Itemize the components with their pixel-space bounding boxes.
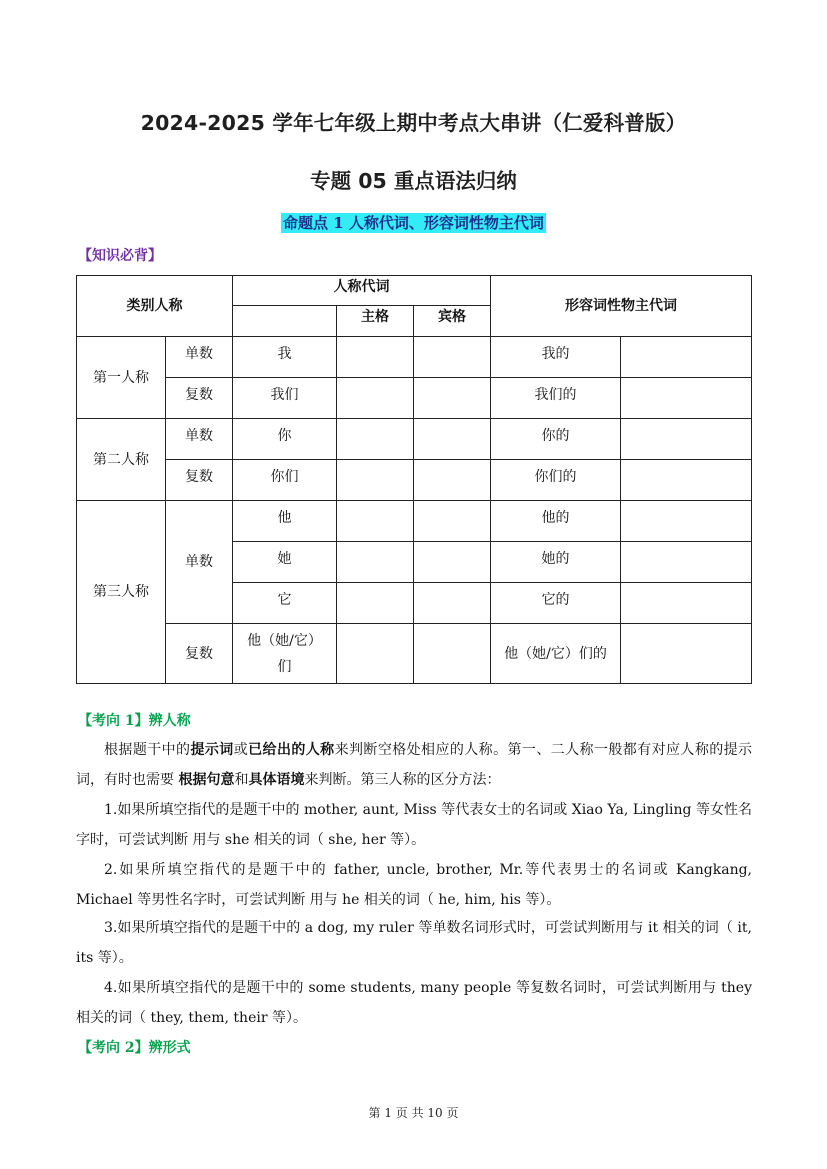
blank-cell — [414, 501, 491, 542]
pronoun-wo: 我 — [233, 337, 337, 378]
text-run: 和 — [234, 771, 249, 788]
text-run: 来判断空格处相应的人称。第一、二人称一般都有对应人称的提示词，有时也需要 — [76, 742, 753, 788]
bold-text: 根据句意 — [178, 771, 235, 788]
blank-cell — [621, 378, 752, 419]
bold-text: 已给出的人称 — [248, 742, 335, 758]
blank-cell — [621, 460, 752, 501]
text-run: 来判断。第三人称的区分方法： — [304, 771, 501, 788]
blank-cell — [621, 542, 752, 583]
pronoun-tamen-line1: 他（她/它） — [247, 632, 322, 649]
rule-4: 4.如果所填空指代的是题干中的 some students, many people 等复数名词时，可尝试判断用与 they 相关的词（ they, them, their 等）。 — [76, 980, 752, 1026]
blank-cell — [414, 337, 491, 378]
blank-cell — [414, 583, 491, 624]
blank-cell — [337, 583, 414, 624]
document-subtitle: 专题 05 重点语法归纳 — [310, 169, 517, 193]
header-empty — [233, 306, 337, 337]
pronoun-nimen: 你们 — [233, 460, 337, 501]
kaoxiang2-label: 【考向 2】辨形式 — [78, 1040, 191, 1056]
blank-cell — [337, 378, 414, 419]
blank-cell — [621, 624, 752, 684]
bold-text: 提示词 — [190, 742, 234, 758]
page-footer: 第 1 页 共 10 页 — [368, 1106, 459, 1120]
pronoun-ta-he: 他 — [233, 501, 337, 542]
rule-3: 3.如果所填空指代的是题干中的 a dog, my ruler 等单数名词形式时，可尝试判断用与 it 相关的词（ it, its 等）。 — [76, 920, 752, 966]
blank-cell — [621, 583, 752, 624]
blank-cell — [414, 542, 491, 583]
number-plural: 复数 — [166, 378, 233, 419]
row-first-person: 第一人称 — [77, 337, 166, 419]
bold-text: 具体语境 — [248, 771, 305, 788]
number-plural: 复数 — [166, 460, 233, 501]
rule-1: 1.如果所填空指代的是题干中的 mother, aunt, Miss 等代表女士的名词或 Xiao Ya, Lingling 等女性名字时，可尝试判断 用与 she 相关的词（ she, her 等）。 — [76, 802, 752, 848]
header-category: 类别人称 — [77, 276, 233, 337]
kaoxiang1-intro — [76, 736, 752, 795]
knowledge-label: 【知识必背】 — [78, 248, 162, 264]
text-run: 或 — [233, 742, 249, 758]
possessive-womende: 我们的 — [491, 378, 621, 419]
header-object: 宾格 — [414, 306, 491, 337]
header-subject: 主格 — [337, 306, 414, 337]
pronoun-tamen-line2: 们 — [277, 658, 292, 675]
blank-cell — [337, 624, 414, 684]
blank-cell — [414, 378, 491, 419]
possessive-tade-she: 她的 — [491, 542, 621, 583]
possessive-tamende: 他（她/它）们的 — [491, 624, 621, 684]
topic-heading — [0, 212, 827, 233]
rule-2: 2.如果所填空指代的是题干中的 father, uncle, brother, Mr.等代表男士的名词或 Kangkang, Michael 等男性名字时，可尝试判断 用与 he 相关的词（ he, him, his 等）。 — [76, 862, 752, 908]
number-singular: 单数 — [166, 501, 233, 624]
pronoun-ta-she: 她 — [233, 542, 337, 583]
pronoun-tamen — [233, 624, 337, 684]
header-possessive: 形容词性物主代词 — [491, 276, 752, 337]
blank-cell — [337, 542, 414, 583]
blank-cell — [621, 419, 752, 460]
blank-cell — [621, 337, 752, 378]
pronoun-table — [76, 275, 752, 684]
blank-cell — [337, 419, 414, 460]
blank-cell — [337, 501, 414, 542]
text-run: 根据题干中的 — [104, 742, 191, 758]
possessive-nide: 你的 — [491, 419, 621, 460]
possessive-wode: 我的 — [491, 337, 621, 378]
header-pronoun: 人称代词 — [233, 276, 491, 306]
row-third-person: 第三人称 — [77, 501, 166, 684]
blank-cell — [337, 337, 414, 378]
pronoun-ni: 你 — [233, 419, 337, 460]
blank-cell — [414, 460, 491, 501]
pronoun-ta-it: 它 — [233, 583, 337, 624]
blank-cell — [414, 624, 491, 684]
topic-highlight: 命题点 1 人称代词、形容词性物主代词 — [283, 214, 544, 232]
number-plural: 复数 — [166, 624, 233, 684]
possessive-tade-he: 他的 — [491, 501, 621, 542]
row-second-person: 第二人称 — [77, 419, 166, 501]
number-singular: 单数 — [166, 419, 233, 460]
possessive-tade-it: 它的 — [491, 583, 621, 624]
kaoxiang1-label: 【考向 1】辨人称 — [78, 713, 191, 729]
pronoun-women: 我们 — [233, 378, 337, 419]
blank-cell — [414, 419, 491, 460]
possessive-nimende: 你们的 — [491, 460, 621, 501]
blank-cell — [337, 460, 414, 501]
blank-cell — [621, 501, 752, 542]
number-singular: 单数 — [166, 337, 233, 378]
document-title: 2024-2025 学年七年级上期中考点大串讲（仁爱科普版） — [140, 111, 687, 135]
